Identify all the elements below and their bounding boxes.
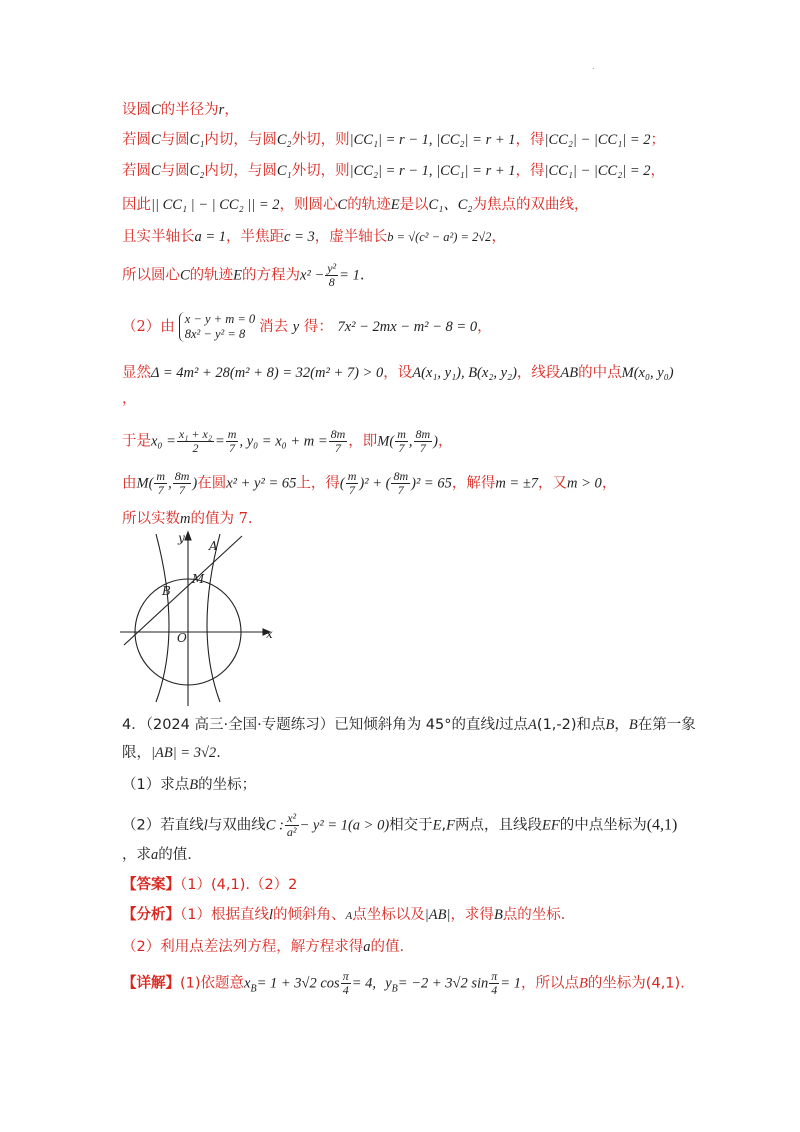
math: E — [390, 197, 400, 213]
text: ，线段 — [516, 365, 561, 381]
math: E — [432, 817, 442, 834]
math: B — [578, 975, 588, 992]
math: B — [189, 777, 199, 793]
text: 若圆 — [122, 163, 151, 179]
text: 点坐标以及 — [352, 907, 425, 923]
denominator: 7 — [349, 483, 356, 497]
text: （1）求点 — [122, 777, 190, 793]
solution-line-4 — [122, 196, 588, 214]
math: 7x² − 2mx − m² − 8 = 0 — [337, 319, 478, 335]
solution-line-5 — [122, 228, 506, 246]
math: m = ±7 — [495, 475, 539, 492]
solution-line-3 — [122, 162, 665, 180]
math: ) — [192, 475, 198, 492]
math: y — [292, 319, 300, 335]
text: ， — [477, 319, 492, 335]
answer-tag: 【答案】 — [122, 877, 180, 893]
equation-1: x − y + m = 0 — [184, 312, 256, 326]
text: 的倾斜角、 — [273, 907, 346, 923]
text: ， — [438, 433, 453, 450]
text: ，则圆心 — [279, 197, 338, 213]
math: = — [214, 433, 225, 450]
math: C₁ — [189, 132, 205, 148]
math: C₂ — [189, 163, 205, 179]
denominator: 7 — [398, 441, 405, 455]
fraction — [489, 970, 499, 997]
answer-text: （1）(4,1).（2）2 — [180, 877, 298, 893]
math: M( — [377, 433, 395, 450]
text: ， — [650, 163, 666, 179]
denominator: 7 — [157, 483, 164, 497]
solution-line-11 — [122, 510, 252, 528]
text: ，得 — [515, 163, 545, 179]
denominator: 7 — [179, 483, 186, 497]
page-mark: . — [592, 62, 595, 71]
fraction — [177, 428, 214, 455]
denominator: 8 — [328, 275, 335, 289]
text: 内切，与圆 — [204, 132, 277, 148]
numerator: 8m — [174, 469, 190, 483]
label-m: M — [192, 572, 205, 586]
text: 所以圆心 — [122, 267, 180, 284]
fraction — [154, 470, 167, 497]
text: ； — [650, 132, 666, 148]
text: （2）利用点差法列方程，解方程求得 — [122, 939, 364, 955]
subscript: B — [250, 983, 257, 995]
fraction — [341, 970, 351, 997]
math: A — [528, 717, 537, 733]
math: C — [151, 132, 161, 148]
text: 是以 — [399, 197, 429, 213]
denominator: 2 — [192, 441, 199, 455]
solution-line-8 — [122, 364, 674, 382]
math: y — [385, 975, 392, 992]
text: ，解得 — [451, 475, 496, 492]
numerator: m — [397, 427, 406, 441]
math: C₂ — [276, 132, 292, 148]
fraction — [346, 470, 359, 497]
math: C — [151, 102, 161, 118]
text: 点的坐标. — [502, 907, 566, 923]
question-4-line-1 — [122, 716, 696, 734]
text: 的值. — [370, 939, 405, 955]
analysis-tag: 【分析】 — [122, 907, 180, 923]
math: C₁ — [276, 163, 292, 179]
text: . — [359, 267, 365, 284]
fraction — [395, 428, 408, 455]
math: |AB| — [424, 907, 451, 923]
analysis-line-1 — [122, 906, 565, 925]
label-x: x — [266, 627, 273, 641]
fraction — [285, 812, 299, 839]
text: 设圆 — [122, 102, 151, 118]
solution-line-1 — [122, 101, 239, 119]
math: |CC₂| − |CC₁| = 2 — [544, 132, 651, 148]
numerator: m — [156, 469, 166, 483]
equation-system — [179, 312, 255, 342]
numerator: 8m — [415, 427, 431, 441]
text: 4．（2024 高三·全国·专题练习）已知倾斜角为 45°的直线 — [122, 717, 496, 733]
text: 外切，则 — [291, 163, 350, 179]
denominator: 7 — [229, 441, 236, 455]
text: 因此 — [122, 197, 151, 213]
math: |CC₁| − |CC₂| = 2 — [544, 163, 651, 179]
text: 显然 — [122, 365, 151, 381]
text: 过点 — [499, 717, 529, 733]
math: x² + y² = 65 — [226, 475, 297, 492]
denominator: 4 — [342, 983, 349, 997]
math: − y² = 1(a > 0) — [299, 817, 390, 834]
hyperbola-left-branch — [156, 534, 169, 702]
math: M( — [136, 475, 154, 492]
math: F — [446, 817, 455, 834]
text: 的坐标为(4,1). — [587, 975, 685, 992]
text: ， — [491, 229, 506, 245]
math: C : — [265, 817, 284, 834]
numerator: y² — [327, 261, 337, 275]
text: 的轨迹 — [189, 267, 234, 284]
text: (1,-2)和点 — [536, 717, 606, 733]
text: 为焦点的双曲线， — [472, 197, 589, 213]
math: b = √(c² − a²) = 2√2 — [387, 230, 492, 244]
detail-line — [122, 970, 685, 998]
text: ， — [614, 717, 629, 733]
text: 的中点坐标为 — [559, 817, 647, 834]
denominator: 7 — [334, 441, 341, 455]
text: 外切，则 — [291, 132, 350, 148]
label-a: A — [209, 539, 218, 553]
math: C₁、C₂ — [428, 197, 473, 213]
math: Δ = 4m² + 28(m² + 8) = 32(m² + 7) > 0 — [151, 365, 384, 381]
text: 的中点 — [578, 365, 622, 381]
math: M(x₀, y₀) — [621, 365, 674, 381]
text: 的半径为 — [160, 102, 219, 118]
text: 于是 — [122, 433, 151, 450]
solution-line-8b — [122, 390, 137, 408]
hyperbola-right-branch — [207, 534, 220, 702]
label-b: B — [162, 584, 171, 598]
math: , y₀ = x₀ + m = — [239, 433, 328, 450]
equation-2: 8x² − y² = 8 — [184, 327, 246, 341]
question-4-part-2 — [122, 812, 677, 839]
text: 的轨迹 — [347, 197, 391, 213]
math: x — [244, 975, 251, 992]
text: 与圆 — [160, 163, 190, 179]
solution-line-6 — [122, 262, 364, 289]
text: ，求得 — [450, 907, 494, 923]
line-ab — [124, 536, 242, 645]
math: )² = 65 — [411, 475, 452, 492]
math: l — [203, 817, 208, 834]
text: （2）若直线 — [122, 817, 204, 834]
math: C — [151, 163, 161, 179]
math: |CC₁| = r − 1, |CC₂| = r + 1 — [349, 132, 516, 148]
solution-line-10 — [122, 470, 616, 497]
text: 相交于 — [389, 817, 433, 834]
math: x₀ = — [151, 433, 176, 450]
text: 在圆 — [197, 475, 227, 492]
text: ，又 — [538, 475, 568, 492]
math: l — [495, 717, 500, 733]
math: = 4, — [351, 975, 377, 992]
numerator: π — [491, 969, 498, 983]
text: ， — [224, 102, 239, 118]
math: m — [180, 511, 191, 527]
text: 两点，且线段 — [455, 817, 542, 834]
subscript: B — [391, 983, 398, 995]
question-4-line-2 — [122, 744, 221, 762]
denominator: 7 — [397, 483, 404, 497]
math: m > 0 — [567, 475, 602, 492]
solution-line-7 — [122, 312, 492, 342]
math: C — [180, 267, 190, 284]
text: 在第一象 — [637, 717, 696, 733]
math: EF — [542, 817, 560, 834]
text: ，求 — [122, 847, 151, 863]
analysis-line-2 — [122, 938, 404, 956]
numerator: x² — [285, 812, 299, 826]
math: E — [233, 267, 243, 284]
math: C — [337, 197, 348, 213]
denominator: a² — [286, 825, 297, 839]
math: || CC₁ | − | CC₂ || = 2 — [151, 197, 280, 213]
fraction — [226, 428, 239, 455]
text: ，即 — [348, 433, 378, 450]
text: ， — [122, 391, 137, 407]
text: 的值为 7. — [190, 511, 253, 527]
denominator: 4 — [491, 983, 498, 997]
text: 限， — [122, 745, 151, 761]
text: 的坐标； — [198, 777, 257, 793]
text: 由 — [122, 475, 137, 492]
fraction — [391, 470, 410, 497]
numerator: m — [227, 427, 237, 441]
solution-line-2 — [122, 131, 665, 149]
text: . — [216, 745, 221, 761]
math: |AB| = 3√2 — [151, 745, 217, 761]
numerator: m — [347, 469, 357, 483]
math: A(x₁, y₁), B(x₂, y₂) — [412, 365, 517, 381]
numerator: x₁ + x₂ — [178, 427, 212, 441]
text: ，所以点 — [520, 975, 579, 992]
label-y: y — [178, 531, 185, 545]
math: = 1 — [339, 267, 360, 284]
text: 的方程为 — [242, 267, 301, 284]
math: , — [168, 475, 172, 492]
text: 得： — [303, 319, 333, 335]
numerator: π — [342, 969, 349, 983]
fraction — [325, 262, 338, 289]
math: AB — [560, 365, 579, 381]
detail-tag: 【详解】 — [122, 975, 180, 992]
text: （1）根据直线 — [180, 907, 269, 923]
math: |CC₂| = r − 1, |CC₁| = r + 1 — [349, 163, 516, 179]
math: )² + ( — [359, 475, 391, 492]
math: (4,1) — [646, 816, 678, 834]
math: B — [493, 907, 503, 923]
text: ，半焦距 — [226, 229, 285, 245]
text: ， — [601, 475, 617, 492]
math: = −2 + 3√2 sin — [397, 975, 489, 992]
math: = 1 — [500, 975, 521, 992]
numerator: 8m — [330, 427, 346, 441]
fraction — [329, 428, 348, 455]
math: a — [363, 939, 371, 955]
math: B — [605, 717, 615, 733]
text: 的值. — [158, 847, 192, 863]
text: 上，得 — [296, 475, 340, 492]
question-4-line-5 — [122, 846, 192, 864]
question-4-part-1 — [122, 776, 256, 794]
math: = 1 + 3√2 cos — [256, 975, 340, 992]
math: a — [151, 847, 159, 863]
math: r — [218, 102, 225, 118]
math: ) — [433, 433, 439, 450]
math: ( — [339, 475, 345, 492]
text: 且实半轴长 — [122, 229, 195, 245]
math: l — [268, 907, 274, 923]
text: （2）由 — [122, 319, 175, 335]
math: x² − — [300, 267, 325, 284]
text: 所以实数 — [122, 511, 180, 527]
math: B — [628, 717, 638, 733]
solution-line-9 — [122, 428, 453, 455]
text: ，得 — [515, 132, 545, 148]
denominator: 7 — [419, 441, 426, 455]
hyperbola-circle-figure — [120, 528, 285, 706]
answer-line — [122, 876, 297, 894]
math: a = 1 — [194, 229, 227, 245]
text: 消去 — [259, 319, 289, 335]
numerator: 8m — [393, 469, 409, 483]
text: 若圆 — [122, 132, 151, 148]
text: ，设 — [383, 365, 413, 381]
label-o: O — [177, 631, 187, 645]
text: (1)依题意 — [180, 975, 245, 992]
fraction — [173, 470, 192, 497]
text: 与圆 — [160, 132, 190, 148]
math: A — [345, 910, 353, 922]
math: c = 3 — [284, 229, 315, 245]
math: , — [408, 433, 413, 450]
text: 与双曲线 — [207, 817, 266, 834]
text: , — [441, 817, 447, 834]
fraction — [414, 428, 433, 455]
text: ，虚半轴长 — [314, 229, 388, 245]
text: 内切，与圆 — [204, 163, 277, 179]
y-axis-arrow — [185, 532, 191, 540]
